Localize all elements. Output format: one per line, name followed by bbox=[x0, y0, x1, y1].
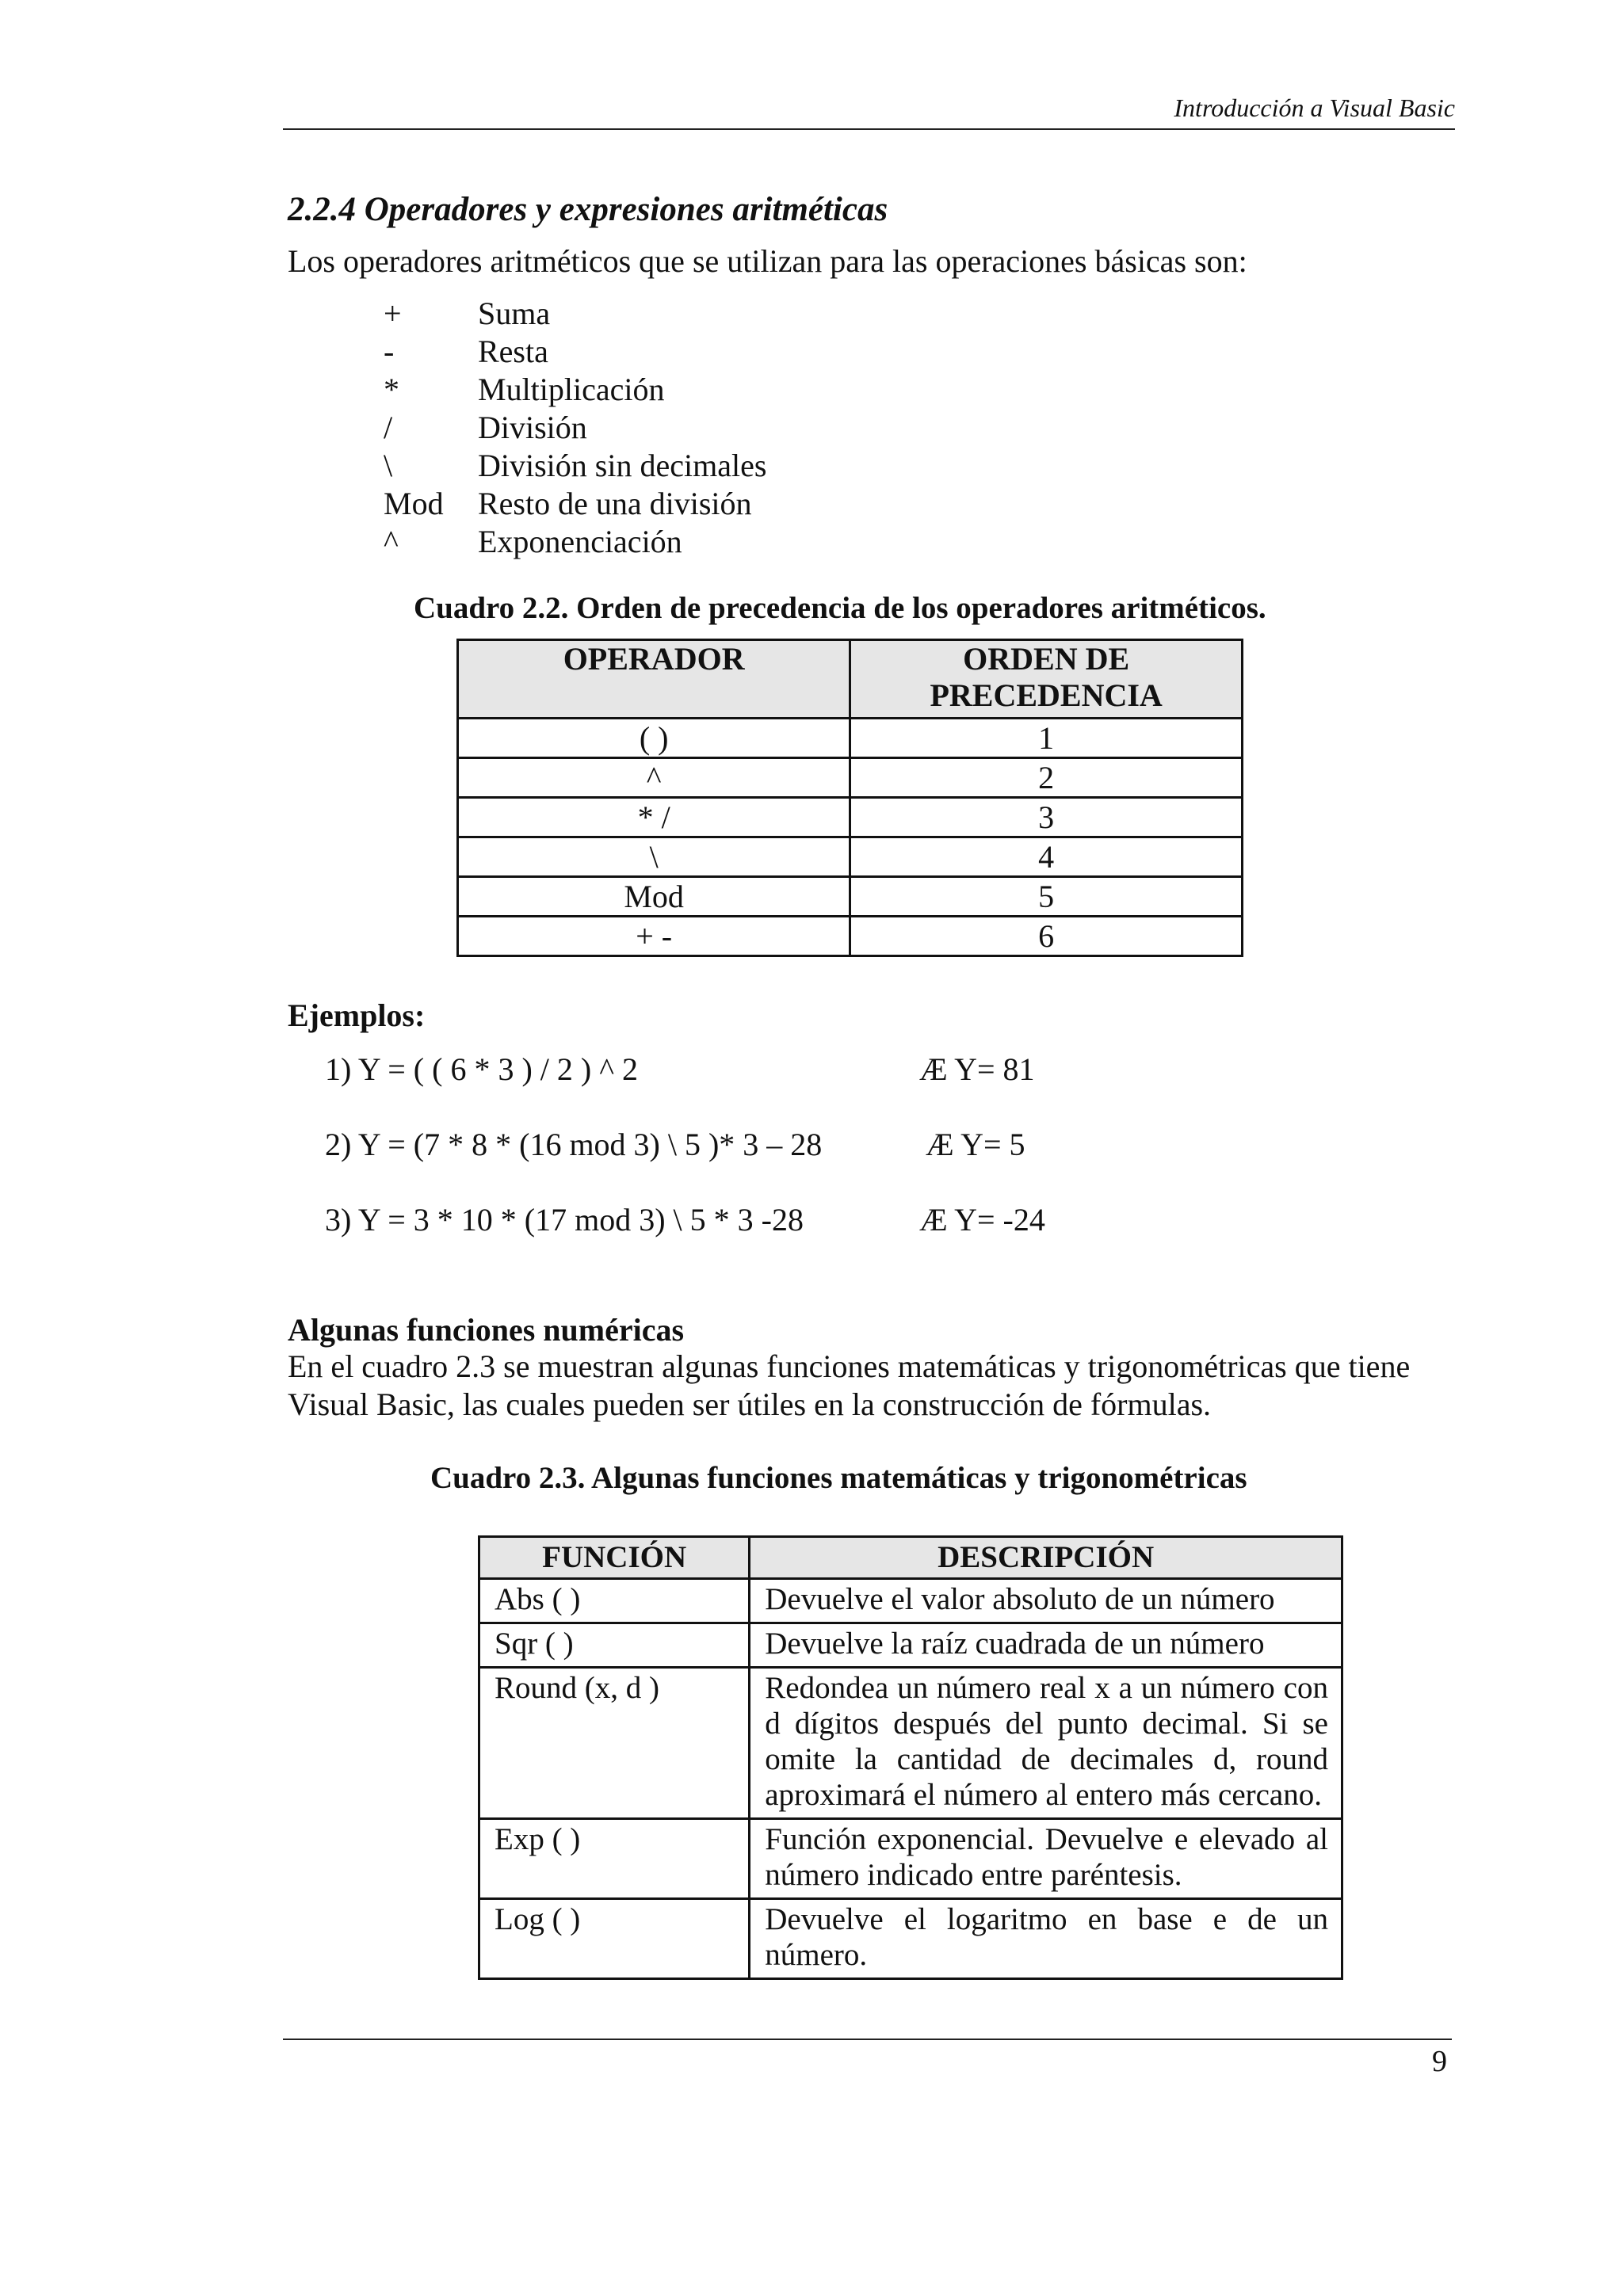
footer-rule bbox=[283, 2039, 1452, 2040]
operator-cell: Mod bbox=[458, 877, 850, 917]
example-equation: 1) Y = ( ( 6 * 3 ) / 2 ) ^ 2 bbox=[325, 1051, 638, 1087]
functions-paragraph: En el cuadro 2.3 se muestran algunas funciones matemáticas y trigonométricas que tiene Visual Basic, las cuales pueden ser útiles en la construcción de fórmulas. bbox=[288, 1348, 1411, 1422]
column-header-precedence: ORDEN DE PRECEDENCIA bbox=[850, 640, 1243, 719]
operator-symbol: * bbox=[384, 372, 399, 407]
table-row bbox=[458, 719, 1243, 758]
table-header-row bbox=[458, 640, 1243, 719]
column-header-operator: OPERADOR bbox=[458, 640, 850, 719]
section-intro: Los operadores aritméticos que se utilizan para las operaciones básicas son: bbox=[288, 243, 1247, 279]
header-rule bbox=[283, 128, 1455, 130]
precedence-cell: 3 bbox=[850, 798, 1243, 837]
table2-caption: Cuadro 2.3. Algunas funciones matemáticas y trigonométricas bbox=[430, 1461, 1247, 1495]
operator-symbol: + bbox=[384, 296, 402, 331]
description-cell: Redondea un número real x a un número con d dígitos después del punto decimal. Si se omite la cantidad de decimales d, round aproximará el número al entero más cercano. bbox=[750, 1668, 1342, 1819]
operator-symbol: \ bbox=[384, 448, 393, 483]
precedence-cell: 6 bbox=[850, 917, 1243, 956]
precedence-cell: 4 bbox=[850, 837, 1243, 877]
description-cell: Devuelve el logaritmo en base e de un número. bbox=[750, 1899, 1342, 1979]
operator-name: Exponenciación bbox=[478, 524, 682, 559]
table-row bbox=[479, 1579, 1342, 1623]
example-equation: 2) Y = (7 * 8 * (16 mod 3) \ 5 )* 3 – 28 bbox=[325, 1127, 823, 1162]
operator-name: División bbox=[478, 410, 587, 445]
operator-cell: + - bbox=[458, 917, 850, 956]
description-cell: Devuelve la raíz cuadrada de un número bbox=[750, 1623, 1342, 1668]
column-header-description: DESCRIPCIÓN bbox=[750, 1537, 1342, 1579]
precedence-cell: 1 bbox=[850, 719, 1243, 758]
operator-cell: \ bbox=[458, 837, 850, 877]
table-row bbox=[479, 1623, 1342, 1668]
operator-symbol: - bbox=[384, 334, 395, 369]
running-header: Introducción a Visual Basic bbox=[1174, 93, 1455, 122]
precedence-cell: 5 bbox=[850, 877, 1243, 917]
functions-table bbox=[478, 1535, 1343, 1980]
function-cell: Abs ( ) bbox=[479, 1579, 750, 1623]
precedence-cell: 2 bbox=[850, 758, 1243, 798]
function-cell: Log ( ) bbox=[479, 1899, 750, 1979]
example-result: Æ Y= -24 bbox=[919, 1202, 1045, 1238]
table-row bbox=[458, 837, 1243, 877]
example-result: Æ Y= 81 bbox=[919, 1051, 1035, 1087]
examples-heading: Ejemplos: bbox=[288, 997, 426, 1033]
description-cell: Función exponencial. Devuelve e elevado al número indicado entre paréntesis. bbox=[750, 1819, 1342, 1899]
table-row bbox=[479, 1668, 1342, 1819]
operator-symbol: Mod bbox=[384, 486, 444, 521]
operator-symbol: / bbox=[384, 410, 393, 445]
example-equation: 3) Y = 3 * 10 * (17 mod 3) \ 5 * 3 -28 bbox=[325, 1202, 804, 1238]
table-row bbox=[479, 1819, 1342, 1899]
description-cell: Devuelve el valor absoluto de un número bbox=[750, 1579, 1342, 1623]
function-cell: Sqr ( ) bbox=[479, 1623, 750, 1668]
function-cell: Exp ( ) bbox=[479, 1819, 750, 1899]
operator-name: División sin decimales bbox=[478, 448, 767, 483]
operator-cell: * / bbox=[458, 798, 850, 837]
operator-cell: ( ) bbox=[458, 719, 850, 758]
table-header-row bbox=[479, 1537, 1342, 1579]
table-row bbox=[458, 917, 1243, 956]
column-header-function: FUNCIÓN bbox=[479, 1537, 750, 1579]
operator-name: Resta bbox=[478, 334, 548, 369]
operator-name: Resto de una división bbox=[478, 486, 752, 521]
operator-name: Multiplicación bbox=[478, 372, 665, 407]
table-row bbox=[458, 877, 1243, 917]
operator-name: Suma bbox=[478, 296, 551, 331]
precedence-table bbox=[456, 639, 1243, 957]
table-row bbox=[458, 798, 1243, 837]
operator-cell: ^ bbox=[458, 758, 850, 798]
functions-heading: Algunas funciones numéricas bbox=[288, 1312, 685, 1348]
function-cell: Round (x, d ) bbox=[479, 1668, 750, 1819]
example-result: Æ Y= 5 bbox=[926, 1127, 1025, 1162]
table1-caption: Cuadro 2.2. Orden de precedencia de los operadores aritméticos. bbox=[414, 591, 1266, 625]
page-number: 9 bbox=[1432, 2045, 1447, 2078]
table-row bbox=[479, 1899, 1342, 1979]
table-row bbox=[458, 758, 1243, 798]
section-title: 2.2.4 Operadores y expresiones aritméticas bbox=[288, 191, 888, 228]
operator-symbol: ^ bbox=[384, 524, 399, 559]
